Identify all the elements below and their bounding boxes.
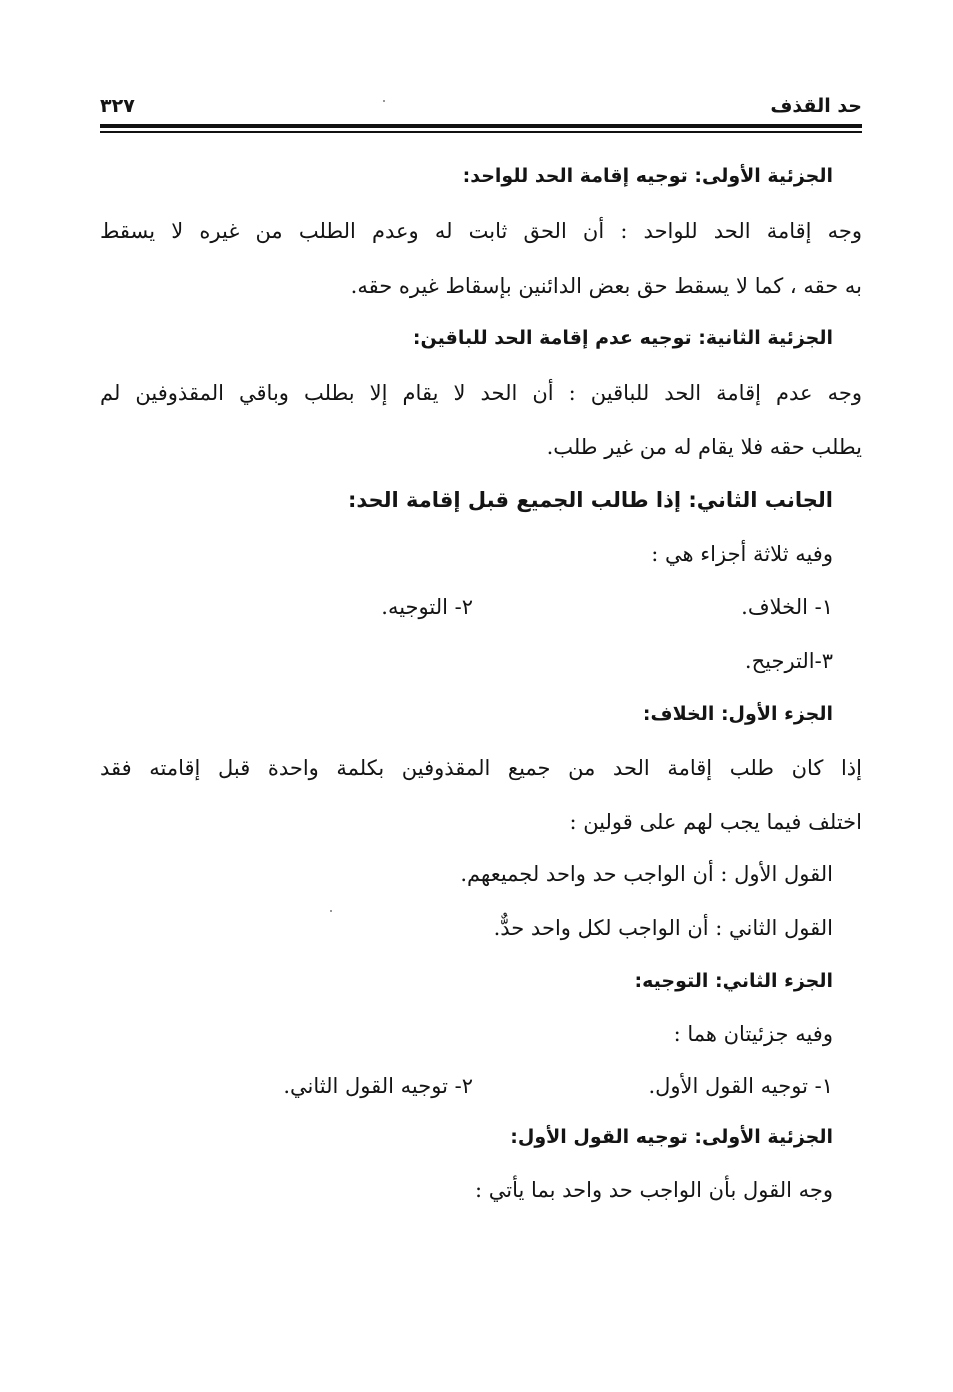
section-heading: الجزئية الأولى: توجيه القول الأول:	[510, 1126, 833, 1148]
list-item: ٢- توجيه القول الثاني.	[283, 1074, 473, 1098]
paragraph-line: به حقه ، كما لا يسقط حق بعض الدائنين بإسقاط غيره حقه.	[350, 274, 862, 298]
section-heading: الجزء الأول: الخلاف:	[642, 703, 833, 725]
list-item: ٢- التوجيه.	[381, 595, 473, 619]
paragraph-line: اختلف فيما يجب لهم على قولين :	[569, 810, 862, 834]
scan-speck	[330, 910, 332, 912]
page-header	[100, 92, 862, 122]
section-heading: الجزئية الأولى: توجيه إقامة الحد للواحد:	[462, 165, 833, 187]
paragraph-line: إذا كان طلب إقامة الحد من جميع المقذوفين بكلمة واحدة قبل إقامته فقد	[100, 756, 862, 780]
paragraph-line: القول الأول : أن الواجب حد واحد لجميعهم.	[460, 862, 833, 886]
header-rule-thick	[100, 124, 862, 128]
page-number: ٣٢٧	[100, 95, 135, 117]
header-rule-thin	[100, 131, 862, 133]
scan-speck	[383, 100, 385, 102]
section-heading: الجزئية الثانية: توجيه عدم إقامة الحد للباقين:	[412, 327, 833, 349]
list-item: ١- توجيه القول الأول.	[648, 1074, 833, 1098]
paragraph-line: يطلب حقه فلا يقام له من غير طلب.	[546, 435, 862, 459]
paragraph-line: وفيه ثلاثة أجزاء هي :	[651, 542, 833, 566]
list-item: ٣-الترجيح.	[744, 649, 833, 673]
paragraph-line: وجه إقامة الحد للواحد : أن الحق ثابت له وعدم الطلب من غيره لا يسقط	[100, 219, 862, 243]
list-item: ١- الخلاف.	[741, 595, 833, 619]
section-heading: الجانب الثاني: إذا طالب الجميع قبل إقامة الحد:	[347, 488, 833, 512]
paragraph-line: وجه القول بأن الواجب حد واحد بما يأتي :	[475, 1178, 833, 1202]
running-title: حد القذف	[770, 95, 862, 117]
paragraph-line: وجه عدم إقامة الحد للباقين : أن الحد لا يقام إلا بطلب وباقي المقذوفين لم	[100, 381, 862, 405]
section-heading: الجزء الثاني: التوجيه:	[634, 970, 833, 992]
paragraph-line: وفيه جزئيتان هما :	[673, 1022, 833, 1046]
paragraph-line: القول الثاني : أن الواجب لكل واحد حدٌّ.	[493, 916, 833, 940]
